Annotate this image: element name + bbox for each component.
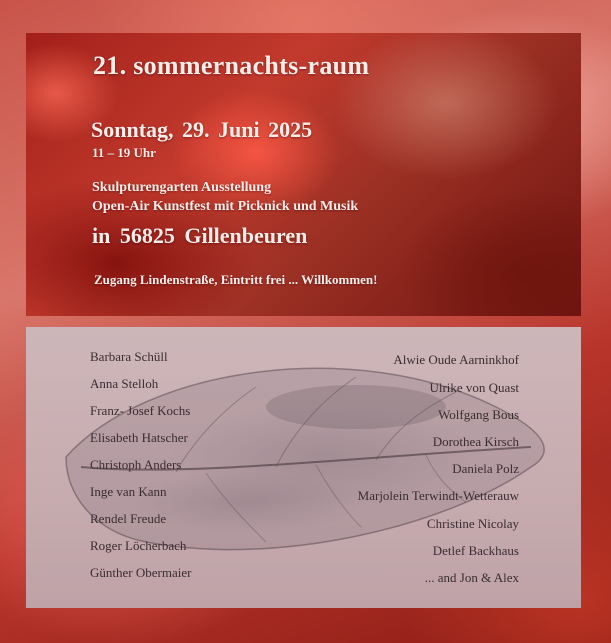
- event-description-line-1: Skulpturengarten Ausstellung: [92, 180, 272, 195]
- artist-name: Günther Obermaier: [90, 565, 192, 580]
- artist-name: ... and Jon & Alex: [424, 570, 519, 585]
- event-time: 11 – 19 Uhr: [92, 145, 156, 160]
- artist-name: Detlef Backhaus: [432, 543, 519, 558]
- artist-name: Daniela Polz: [452, 461, 519, 476]
- artist-name: Rendel Freude: [90, 511, 167, 526]
- event-access-note: Zugang Lindenstraße, Eintritt frei ... Willkommen!: [94, 272, 378, 287]
- artist-name: Inge van Kann: [90, 484, 167, 499]
- artist-name: Dorothea Kirsch: [432, 434, 519, 449]
- artists-right-column: [26, 327, 581, 608]
- event-header-card: [26, 33, 581, 316]
- artist-name: Franz- Josef Kochs: [90, 403, 191, 418]
- artist-name: Marjolein Terwindt-Wetterauw: [357, 488, 519, 503]
- artist-name: Christoph Anders: [90, 457, 182, 472]
- event-title: 21. sommernachts-raum: [93, 51, 370, 80]
- artist-name: Alwie Oude Aarninkhof: [393, 352, 519, 367]
- artist-name: Barbara Schüll: [90, 349, 168, 364]
- event-date: Sonntag, 29. Juni 2025: [91, 117, 313, 142]
- event-description-line-2: Open-Air Kunstfest mit Picknick und Musik: [92, 199, 359, 214]
- artist-name: Roger Löcherbach: [90, 538, 187, 553]
- artist-name: Christine Nicolay: [426, 516, 519, 531]
- artists-card: [26, 327, 581, 608]
- artist-name: Wolfgang Bous: [438, 407, 519, 422]
- event-location: in 56825 Gillenbeuren: [92, 223, 308, 248]
- artist-name: Ulrike von Quast: [429, 380, 519, 395]
- artist-name: Elisabeth Hatscher: [90, 430, 188, 445]
- artist-name: Anna Stelloh: [90, 376, 159, 391]
